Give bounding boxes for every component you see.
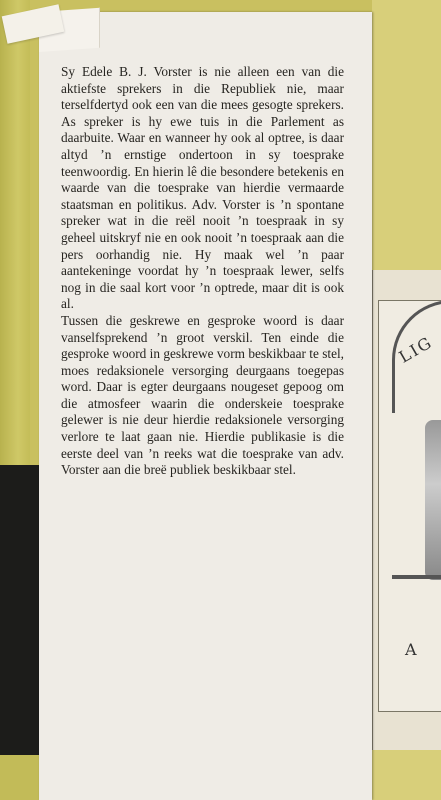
paragraph-1: Sy Edele B. J. Vorster is nie alleen een van die aktiefste sprekers in die Republiek nie, maar terselfdertyd ook een van die mees gesogte sprekers. As spreker is hy ewe tuis in die Parlement as daarbuite. Waar en wanneer hy ook al optree, is daar altyd ’n ernstige ondertoon in sy toesprake teenwoordig. En hierin lê die besondere betekenis en waarde van die toesprake van hierdie vermaarde staatsman en politikus. Adv. Vorster is ’n spontane spreker wat in die reël nooit ’n toespraak in sy geheel uitskryf nie en ook nooit ’n toespraak aan die pers oorhandig nie. Hy maak wel ’n paar aantekeninge voordat hy ’n toespraak lewer, selfs nog in die saal kort voor ’n optrede, maar dit is ook al. [61,64,344,312]
dark-spine-band [0,465,44,755]
flap-text-block [61,64,344,479]
cover-edge-strip-bottom [0,755,44,800]
torch-icon [425,420,441,580]
emblem-arc-text: LIG [395,332,437,367]
emblem-bottom-text: A [405,640,419,659]
paragraph-2: Tussen die geskrewe en gesproke woord is daar vanselfsprekend ’n groot verskil. Ten einde die gesproke woord in geskrewe vorm beskikbaar te stel, moes redaksionele versorging deurgaans toegepas word. Daar is egter deurgaans nougeset gepoog om die atmosfeer waarin die onderskeie toesprake gelewer is nie deur hierdie redaksionele versorging verlore te laat gaan nie. Hierdie publikasie is die eerste deel van ’n reeks wat die toesprake van adv. Vorster aan die breë publiek beskikbaar stel. [61,312,344,478]
emblem-base-line [392,575,441,579]
